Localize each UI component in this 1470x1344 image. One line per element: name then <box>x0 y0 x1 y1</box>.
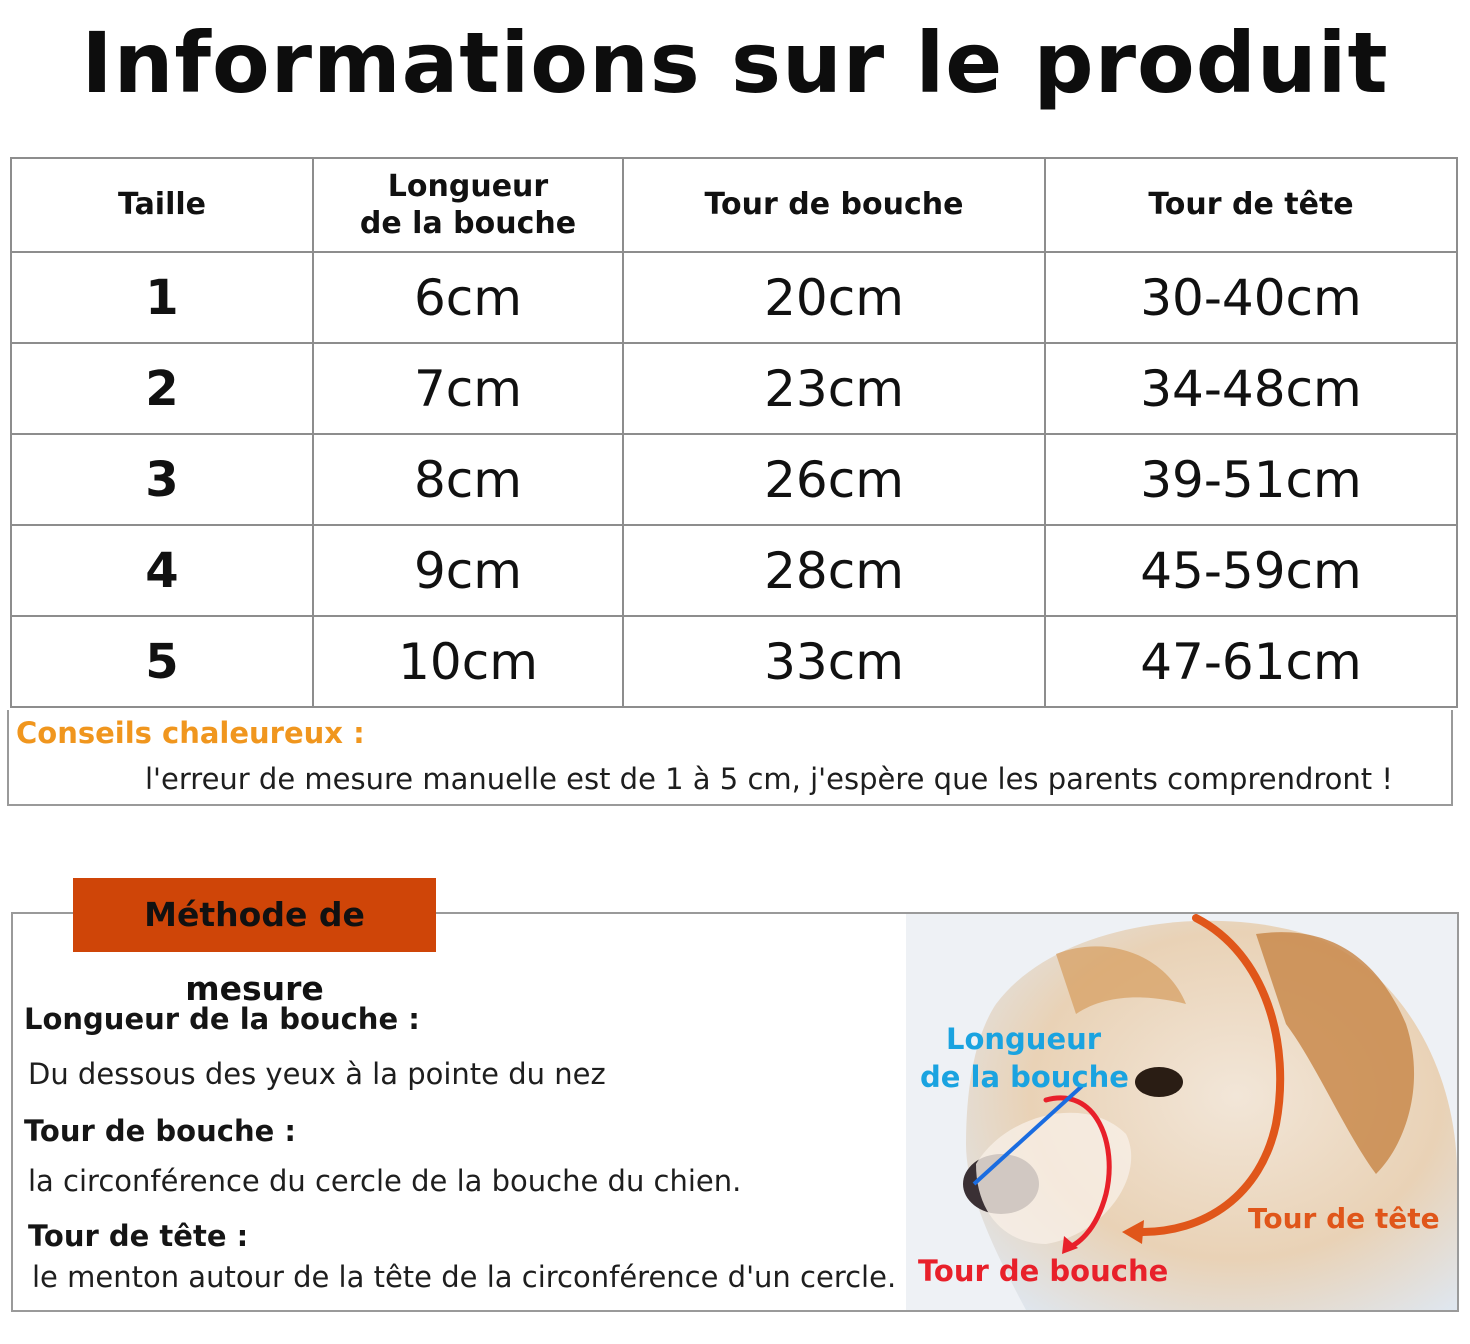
cell-mouth: 23cm <box>623 343 1045 434</box>
cell-length: 8cm <box>313 434 623 525</box>
diagram-length-line1: Longueur <box>946 1022 1102 1056</box>
page-title: Informations sur le produit <box>81 14 1389 112</box>
header-head: Tour de tête <box>1045 158 1457 252</box>
diagram-mouth-label: Tour de bouche <box>918 1254 1169 1288</box>
length-heading: Longueur de la bouche : <box>24 1002 420 1036</box>
table-row <box>11 252 1457 343</box>
tips-text: l'erreur de mesure manuelle est de 1 à 5 cm, j'espère que les parents comprendront ! <box>145 762 1394 796</box>
cell-size: 4 <box>11 525 313 616</box>
cell-size: 5 <box>11 616 313 707</box>
cell-mouth: 26cm <box>623 434 1045 525</box>
measure-method-tag: Méthode de mesure <box>73 878 436 952</box>
head-description: le menton autour de la tête de la circonférence d'un cercle. <box>32 1260 897 1294</box>
cell-length: 9cm <box>313 525 623 616</box>
cell-mouth: 33cm <box>623 616 1045 707</box>
cell-size: 1 <box>11 252 313 343</box>
dog-measurement-illustration <box>906 914 1457 1310</box>
table-row <box>11 616 1457 707</box>
dog-eye <box>1135 1067 1183 1097</box>
table-row <box>11 525 1457 616</box>
cell-head: 34-48cm <box>1045 343 1457 434</box>
cell-length: 10cm <box>313 616 623 707</box>
cell-mouth: 28cm <box>623 525 1045 616</box>
diagram-length-line2: de la bouche <box>920 1060 1129 1094</box>
header-length <box>313 158 623 252</box>
table-header-row <box>11 158 1457 252</box>
cell-size: 2 <box>11 343 313 434</box>
cell-head: 39-51cm <box>1045 434 1457 525</box>
cell-mouth: 20cm <box>623 252 1045 343</box>
cell-length: 6cm <box>313 252 623 343</box>
header-size: Taille <box>11 158 313 252</box>
diagram-length-label <box>920 1020 1129 1096</box>
dog-illustration-svg <box>906 914 1457 1310</box>
cell-size: 3 <box>11 434 313 525</box>
cell-length: 7cm <box>313 343 623 434</box>
length-description: Du dessous des yeux à la pointe du nez <box>28 1057 606 1091</box>
cell-head: 47-61cm <box>1045 616 1457 707</box>
head-heading: Tour de tête : <box>28 1219 249 1253</box>
header-mouth: Tour de bouche <box>623 158 1045 252</box>
header-length-line1: Longueur <box>387 168 549 204</box>
mouth-heading: Tour de bouche : <box>24 1114 296 1148</box>
header-length-line2: de la bouche <box>359 206 577 241</box>
mouth-description: la circonférence du cercle de la bouche du chien. <box>28 1164 742 1198</box>
cell-head: 30-40cm <box>1045 252 1457 343</box>
diagram-head-label: Tour de tête <box>1248 1202 1440 1235</box>
tips-title: Conseils chaleureux : <box>16 716 365 750</box>
size-table <box>10 157 1458 708</box>
table-row <box>11 434 1457 525</box>
table-row <box>11 343 1457 434</box>
tips-box <box>7 710 1453 806</box>
cell-head: 45-59cm <box>1045 525 1457 616</box>
